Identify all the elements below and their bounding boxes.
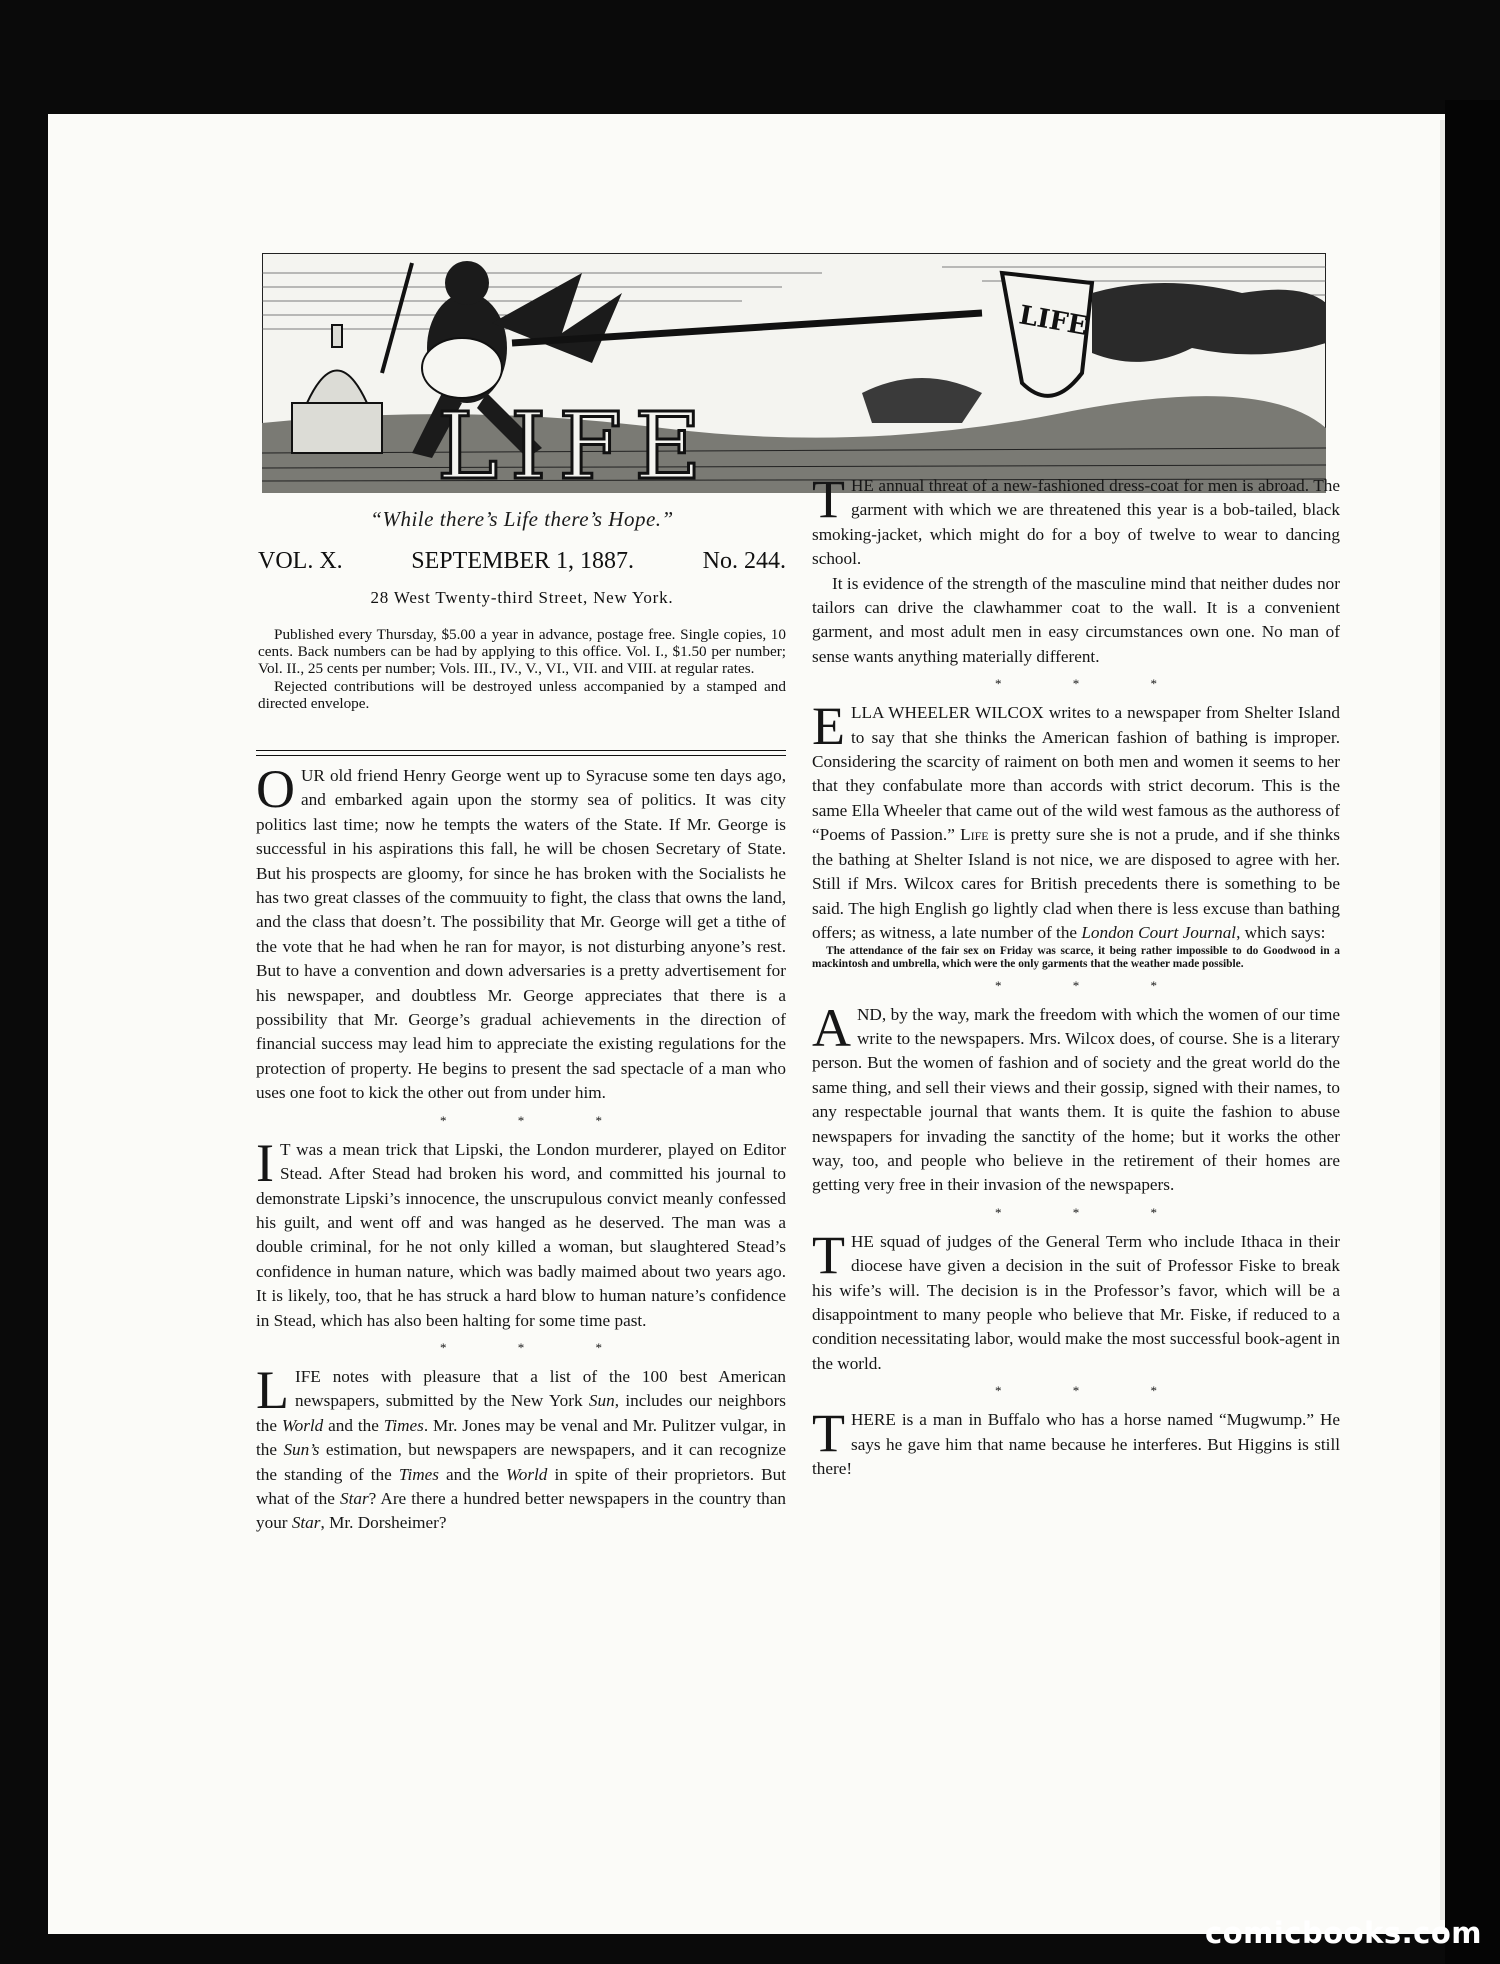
contributions-notice: Rejected contributions will be destroyed unless accompanied by a stamped and directed envelope. <box>258 677 786 712</box>
publisher-address: 28 West Twenty-third Street, New York. <box>370 588 674 607</box>
article-newspapers: LIFE notes with pleasure that a list of the 100 best American newspapers, submitted by the New York Sun, includes our neighbors the World and the Times. Mr. Jones may be venal and Mr. Pulitzer vulgar, in the Sun’s estimation, but newspapers are newspapers, and it can recognize the standing of the Times and the World in spite of their proprietors. But what of the Star? Are there a hundred better newspapers in the country than your Star, Mr. Dorsheimer? <box>256 1359 787 1533</box>
article-lipski: I T was a mean trick that Lipski, the London murderer, played on Editor Stead. After Stead had broken his word, and committed his journal to demonstrate Lipski’s innocence, the unscrupulous convict meanly confessed his guilt, and went off and was hanged as he deserved. The man was a double criminal, for he not only killed a woman, but slaughtered Stead’s confidence in human nature, which was badly maimed about two years ago. It is likely, too, that he has struck a hard blow to human nature’s confidence in Stead, which has also been halting for some time past. <box>256 1132 786 1330</box>
section-separator: * * * <box>440 1339 636 1355</box>
svg-text:LIFE: LIFE <box>1016 300 1090 342</box>
section-separator: * * * <box>995 977 1191 993</box>
article-ella-wheeler-wilcox: ELLA WHEELER WILCOX writes to a newspaper from Shelter Island to say that she thinks the American fashion of bathing is improper. Considering the scarcity of raiment on both men and women it seems to her that they confabulate more than accords with strict decorum. This is the same Ella Wheeler that came out of the wild west famous as the authoress of “Poems of Passion.” Life is pretty sure she is not a prude, and if she thinks the bathing at Shelter Island is not nice, we are disposed to agree with her. Still if Mrs. Wilcox cares for British precedents there is something to be said. The high English go lightly clad when there is less excuse than bathing offers; as witness, a late number of the London Court Journal, which says: <box>812 696 1340 942</box>
divider-rule <box>256 750 786 751</box>
section-separator: * * * <box>995 1204 1191 1220</box>
issue-number: No. 244. <box>702 548 786 574</box>
motto: “While there’s Life there’s Hope.” <box>370 507 674 531</box>
volume-number: VOL. X. <box>258 548 343 574</box>
drop-cap: T <box>812 469 845 529</box>
article-dress-coat-continued: It is evidence of the strength of the masculine mind that neither dudes nor tailors can drive the clawhammer coat to the wall. It is a convenient garment, and most adult men in easy circumstances own one. No man of sense wants anything materially different. <box>812 573 1340 666</box>
quoted-excerpt: The attendance of the fair sex on Friday was scarce, it being rather impossible to do Goodwood in a mackintosh and umbrella, which were the only garments that the weather made possible. <box>812 945 1340 970</box>
drop-cap: I <box>256 1132 274 1193</box>
left-column <box>256 759 787 1536</box>
article-professor-fiske: THE squad of judges of the General Term who include Ithaca in their diocese have given a decision in the suit of Professor Fiske to break his wife’s will. The decision is in the Professor’s favor, which will be a disappointment to many people who believe that Mr. Fiske, if reduced to a condition necessitating labor, would make the most successful book-agent in the world. <box>812 1224 1340 1373</box>
section-separator: * * * <box>995 676 1191 692</box>
drop-cap: L <box>256 1359 289 1420</box>
subscription-terms: Published every Thursday, $5.00 a year in advance, postage free. Single copies, 10 cents. Back numbers can be had by applying to this office. Vol. I., $1.50 per number; Vol. II., 25 cents per number; Vols. III., IV., V., VI., VII. and VIII. at regular rates. <box>258 626 786 678</box>
issue-date: SEPTEMBER 1, 1887. <box>411 548 634 574</box>
section-separator: * * * <box>995 1383 1191 1399</box>
article-women-newspapers: AND, by the way, mark the freedom with which the women of our time write to the newspapers. Mrs. Wilcox does, of course. She is a literary person. But the women of fashion and of society and the great world do the same thing, and sell their views and their gossip, signed with their names, to any respectable journal that wants them. It is quite the fashion to abuse newspapers for invading the sanctity of the home; but it works the other way, too, and people who believe in the retirement of their homes are getting very free in their invasion of the newspapers. <box>812 997 1340 1195</box>
masthead-illustration <box>262 253 1326 493</box>
right-column <box>812 469 1340 1481</box>
drop-cap: T <box>812 1224 845 1285</box>
binding-spine <box>1445 100 1500 1964</box>
drop-cap: T <box>812 1403 845 1464</box>
drop-cap: O <box>256 759 295 819</box>
article-henry-george: OUR old friend Henry George went up to Syracuse some ten days ago, and embarked again upon the stormy sea of politics. It was city politics last time; now he tempts the waters of the State. If Mr. George is successful in his aspirations this fall, he will be chosen Secretary of State. But his prospects are gloomy, for since he has broken with the Socialists he has two great classes of the commuuity to fight, the class that owns the land, and the class that doesn’t. The possibility that Mr. George will get a tithe of the vote that he had when he ran for mayor, is not disturbing anyone’s rest. But to have a convention and down adversaries is a pretty advertisement for his newspaper, and doubtless Mr. George appreciates that there is a possibility that Mr. George’s gradual achievements in the direction of financial success may lead him to appreciate the existing regulations for the protection of property. He begins to present the sad spectacle of a man who uses one foot to kick the other out from under him. <box>256 759 786 1103</box>
divider-rule <box>256 755 786 756</box>
site-watermark: comicbooks.com <box>1205 1916 1482 1950</box>
drop-cap: E <box>812 696 845 757</box>
volume-line <box>258 548 786 575</box>
life-logo: LIFE <box>437 393 714 493</box>
article-mugwump-horse: THERE is a man in Buffalo who has a horse named “Mugwump.” He says he gave him that name because he interferes. But Higgins is still there! <box>812 1403 1340 1478</box>
section-separator: * * * <box>440 1112 636 1128</box>
article-dress-coat: THE annual threat of a new-fashioned dress-coat for men is abroad. The garment with which we are threatened this year is a bob-tailed, black smoking-jacket, which might do for a boy of twelve to wear to dancing school. <box>812 469 1340 569</box>
drop-cap: A <box>812 997 851 1058</box>
publication-info <box>258 626 786 712</box>
